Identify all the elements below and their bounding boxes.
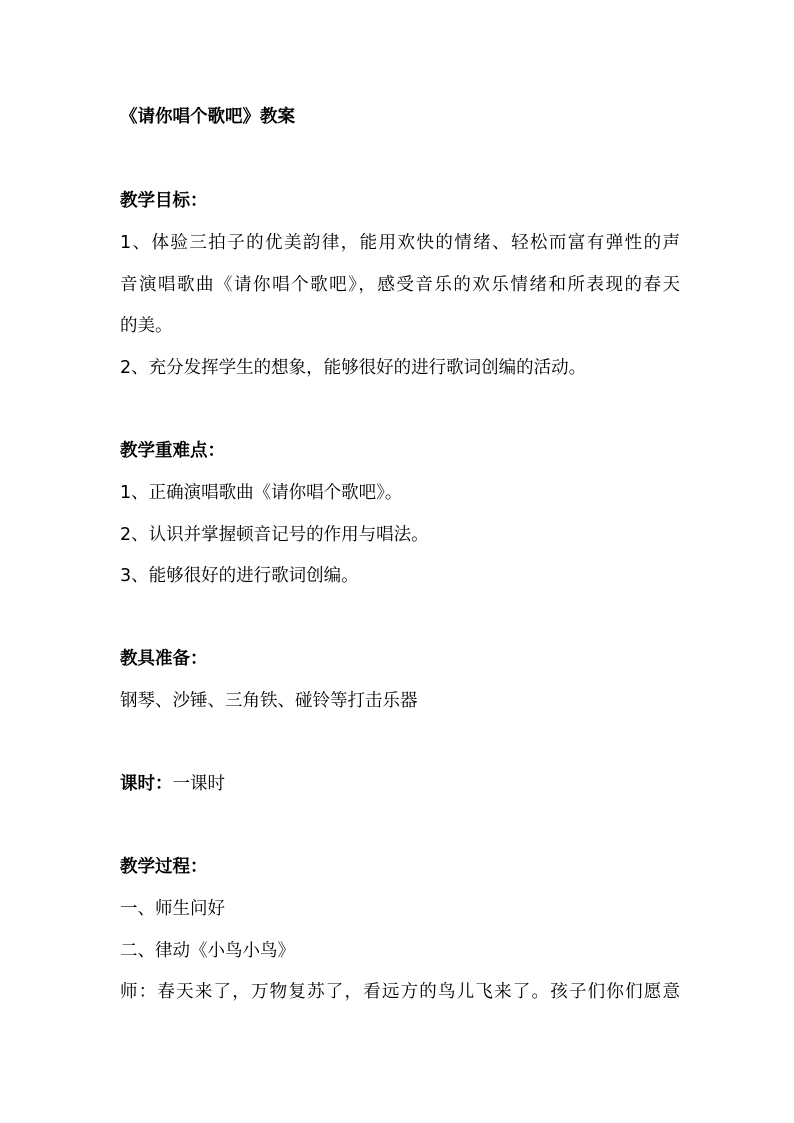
key-point-1: 1、正确演唱歌曲《请你唱个歌吧》。	[120, 483, 403, 503]
document-title: 《请你唱个歌吧》教案	[120, 107, 295, 127]
duration-line	[120, 773, 680, 795]
process-heading: 教学过程：	[120, 857, 208, 877]
process-step-1: 一、师生问好	[120, 899, 225, 919]
objective-2: 2、充分发挥学生的想象，能够很好的进行歌词创编的活动。	[120, 358, 587, 378]
objective-1-line-2: 音演唱歌曲《请你唱个歌吧》，感受音乐的欢乐情绪和所表现的春天	[120, 275, 680, 295]
objective-1-line-1: 1、体验三拍子的优美韵律，能用欢快的情绪、轻松而富有弹性的声	[120, 233, 680, 253]
materials-content: 钢琴、沙锤、三角铁、碰铃等打击乐器	[120, 691, 418, 711]
process-dialogue: 师：春天来了，万物复苏了，看远方的鸟儿飞来了。孩子们你们愿意	[120, 982, 680, 1002]
duration-value: 一课时	[172, 774, 225, 794]
duration-label: 课时：	[120, 774, 173, 794]
key-point-2: 2、认识并掌握顿音记号的作用与唱法。	[120, 525, 429, 545]
key-points-heading: 教学重难点：	[120, 441, 225, 461]
objective-1-line-3: 的美。	[120, 316, 173, 336]
key-point-3: 3、能够很好的进行歌词创编。	[120, 566, 359, 586]
materials-heading: 教具准备：	[120, 649, 208, 669]
objectives-heading: 教学目标：	[120, 191, 208, 211]
process-step-2: 二、律动《小鸟小鸟》	[120, 941, 295, 961]
